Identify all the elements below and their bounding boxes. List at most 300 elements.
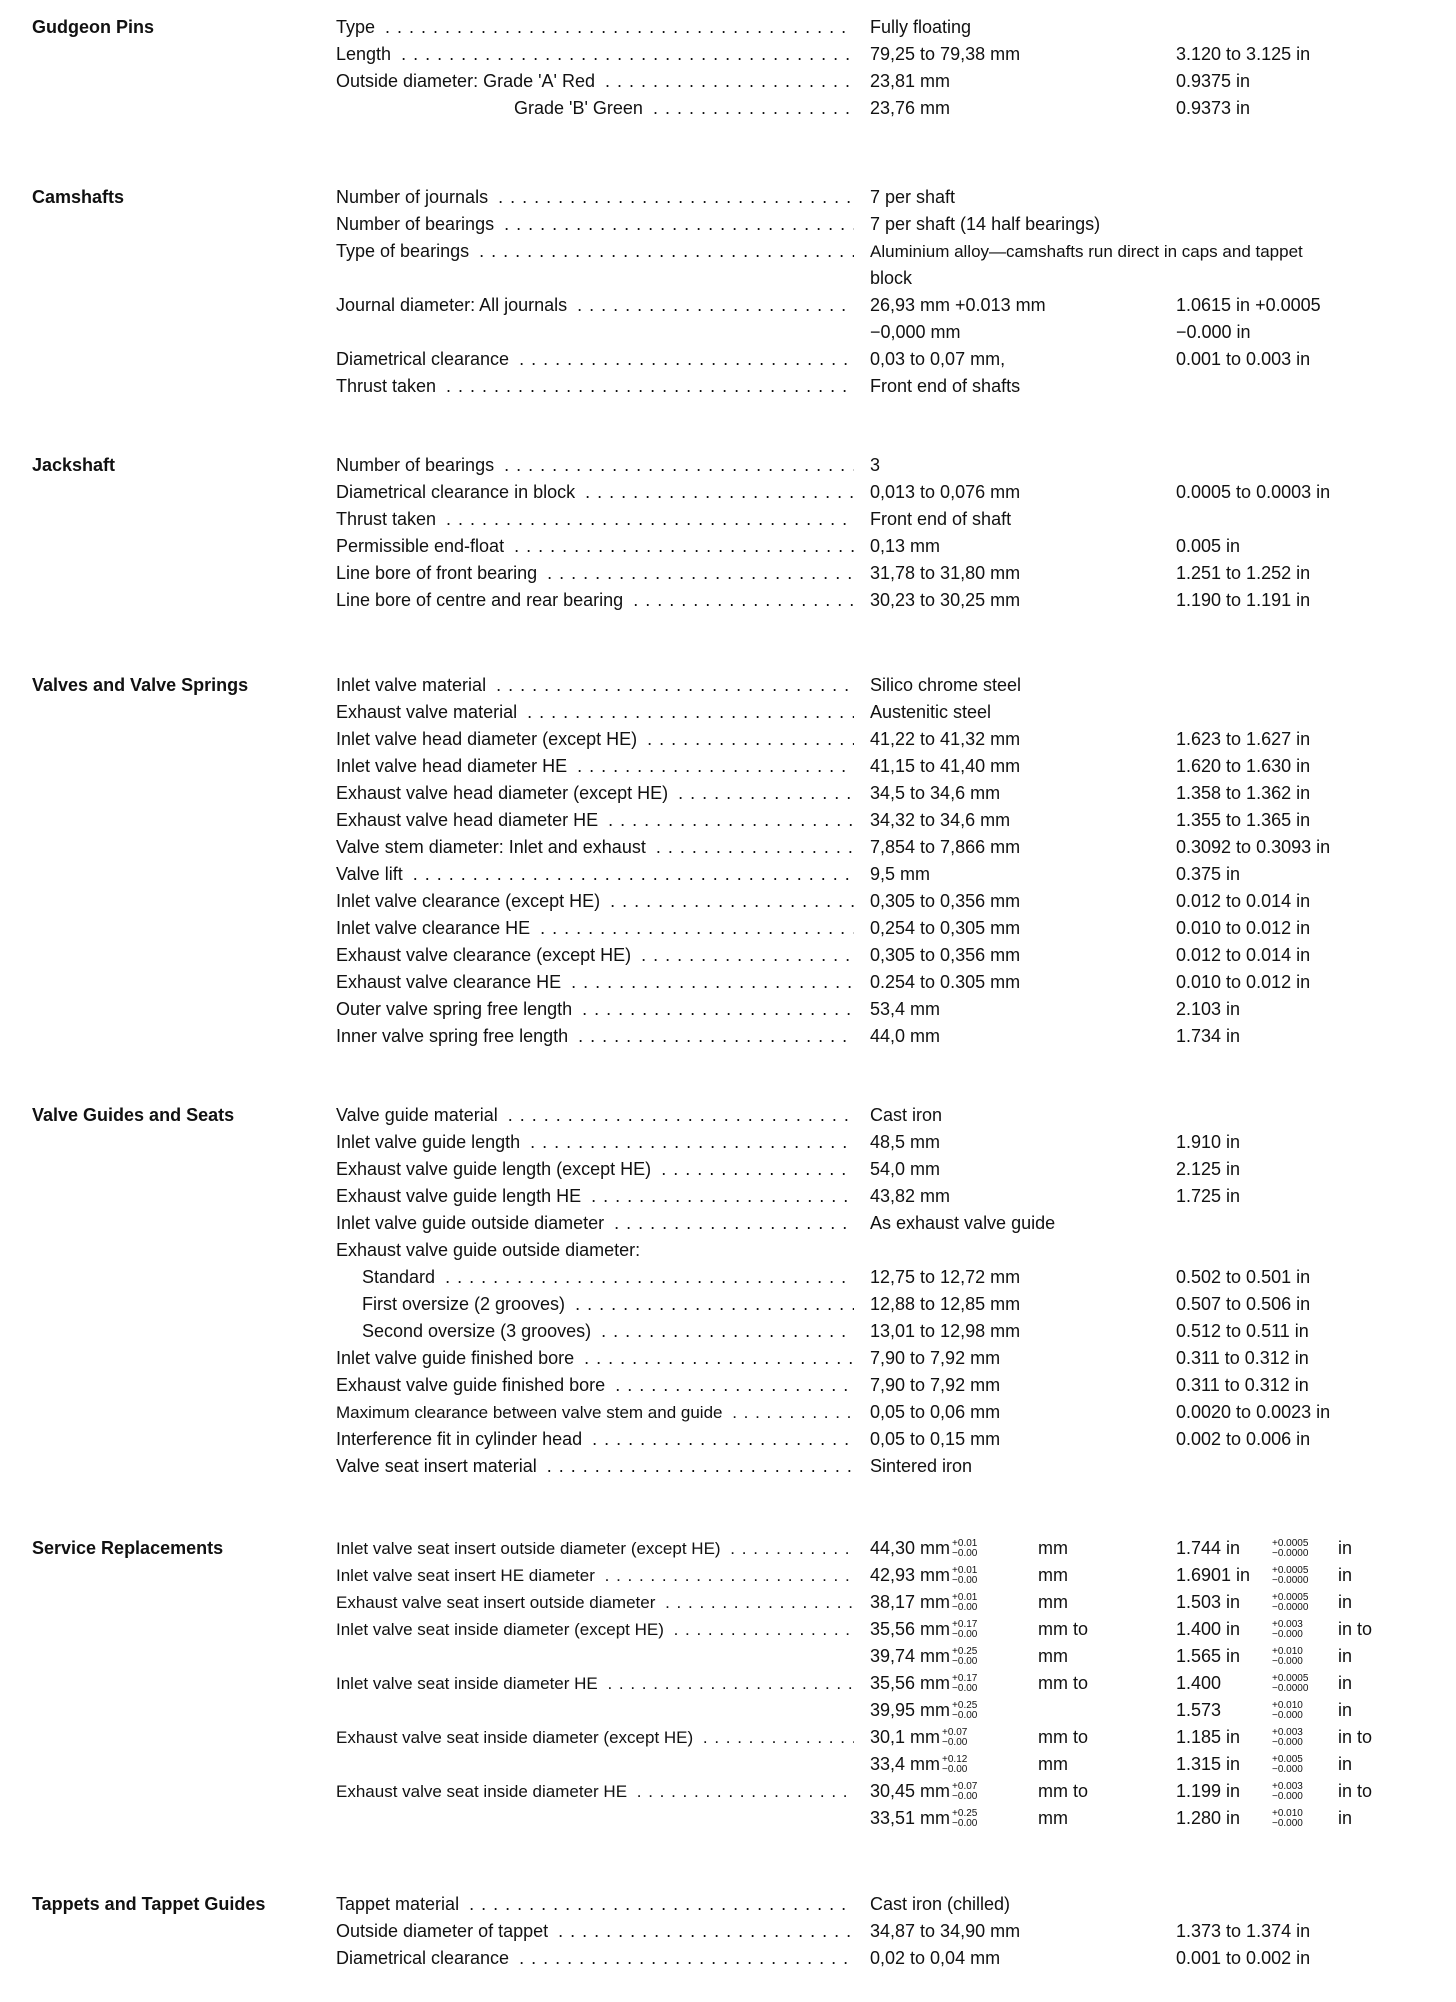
spec-label: Valve guide material — [336, 1105, 502, 1125]
metric-value: 43,82 mm — [870, 1186, 951, 1206]
metric-value: 0,254 to 0,305 mm — [870, 918, 1021, 938]
metric-value: 38,17 mm — [870, 1592, 951, 1612]
spec-label: Exhaust valve guide length HE — [336, 1186, 585, 1206]
spec-row — [0, 1023, 1456, 1050]
metric-value: Front end of shaft — [870, 509, 1012, 529]
tolerance-minus: −0.000 — [1272, 1818, 1303, 1830]
spec-row — [0, 560, 1456, 587]
imperial-value: 2.125 in — [1176, 1159, 1241, 1179]
spec-row — [0, 1399, 1456, 1426]
metric-value: 39,95 mm — [870, 1700, 951, 1720]
metric-value: Austenitic steel — [870, 702, 992, 722]
spec-label: Inner valve spring free length — [336, 1026, 572, 1046]
spec-label: Journal diameter: All journals — [336, 295, 571, 315]
metric-value: 41,15 to 41,40 mm — [870, 756, 1021, 776]
tolerance-plus: +0.010 — [1272, 1700, 1303, 1712]
spec-label: Tappet material — [336, 1894, 463, 1914]
spec-label: Outside diameter: Grade 'A' Red — [336, 71, 599, 91]
spec-row — [0, 1156, 1456, 1183]
imperial-value: 1.400 — [1176, 1673, 1222, 1693]
spec-row — [0, 1291, 1456, 1318]
tolerance-minus: −0.0000 — [1272, 1683, 1309, 1695]
tolerance-plus: +0.010 — [1272, 1646, 1303, 1658]
metric-value: 34,5 to 34,6 mm — [870, 783, 1001, 803]
spec-row — [0, 265, 1456, 292]
imperial-unit: in — [1338, 1592, 1353, 1612]
metric-value: 44,0 mm — [870, 1026, 941, 1046]
spec-row — [0, 587, 1456, 614]
metric-value: 7,854 to 7,866 mm — [870, 837, 1021, 857]
spec-row — [0, 1697, 1456, 1724]
metric-value: 23,81 mm — [870, 71, 951, 91]
metric-value: 0,305 to 0,356 mm — [870, 891, 1021, 911]
imperial-value: 0.311 to 0.312 in — [1176, 1375, 1309, 1395]
spec-row — [0, 1453, 1456, 1480]
spec-label: Number of bearings — [336, 214, 498, 234]
spec-label: Inlet valve guide outside diameter — [336, 1213, 608, 1233]
spec-row — [0, 1102, 1456, 1129]
spec-row — [0, 1372, 1456, 1399]
imperial-value: 1.280 in — [1176, 1808, 1241, 1828]
spec-row — [0, 533, 1456, 560]
metric-unit: mm — [1038, 1808, 1068, 1828]
tolerance-minus: −0.00 — [952, 1656, 978, 1668]
imperial-tolerance — [1272, 1809, 1303, 1829]
spec-label: Exhaust valve material — [336, 702, 521, 722]
metric-value: 0,05 to 0,15 mm — [870, 1429, 1001, 1449]
metric-value: 30,1 mm — [870, 1727, 941, 1747]
metric-value: 53,4 mm — [870, 999, 941, 1019]
imperial-value: 1.400 in — [1176, 1619, 1241, 1639]
imperial-value: −0.000 in — [1176, 322, 1251, 342]
metric-value: 35,56 mm — [870, 1673, 951, 1693]
metric-value: 48,5 mm — [870, 1132, 941, 1152]
metric-value: 33,4 mm — [870, 1754, 941, 1774]
spec-label: Exhaust valve clearance (except HE) — [336, 945, 635, 965]
metric-unit: mm — [1038, 1754, 1068, 1774]
imperial-unit: in to — [1338, 1781, 1373, 1801]
imperial-tolerance — [1272, 1566, 1308, 1586]
spec-row — [0, 1129, 1456, 1156]
spec-row — [0, 1183, 1456, 1210]
metric-unit: mm to — [1038, 1673, 1089, 1693]
spec-label: Standard — [362, 1267, 439, 1287]
spec-row — [0, 1670, 1456, 1697]
tolerance-plus: +0.07 — [942, 1727, 968, 1739]
spec-row — [0, 95, 1456, 122]
tolerance-plus: +0.01 — [952, 1565, 978, 1577]
imperial-value: 0.010 to 0.012 in — [1176, 972, 1311, 992]
imperial-value: 0.9373 in — [1176, 98, 1251, 118]
metric-value: Front end of shafts — [870, 376, 1021, 396]
spec-label: Type of bearings — [336, 241, 473, 261]
imperial-tolerance — [1272, 1701, 1303, 1721]
metric-value: 0.254 to 0.305 mm — [870, 972, 1021, 992]
metric-value: 35,56 mm — [870, 1619, 951, 1639]
spec-row — [0, 996, 1456, 1023]
spec-label: Maximum clearance between valve stem and guide — [336, 1403, 726, 1422]
tolerance-plus: +0.17 — [952, 1673, 978, 1685]
spec-label: Type — [336, 17, 379, 37]
metric-value: 30,45 mm — [870, 1781, 951, 1801]
spec-label: Inlet valve clearance (except HE) — [336, 891, 604, 911]
spec-row — [0, 238, 1456, 265]
metric-unit: mm — [1038, 1538, 1068, 1558]
spec-label: Grade 'B' Green — [514, 98, 647, 118]
tolerance-minus: −0.000 — [1272, 1629, 1303, 1641]
spec-label: Permissible end-float — [336, 536, 508, 556]
imperial-tolerance — [1272, 1647, 1303, 1667]
tolerance-minus: −0.00 — [952, 1629, 978, 1641]
spec-row — [0, 1945, 1456, 1972]
spec-label: Exhaust valve guide outside diameter: — [336, 1240, 641, 1260]
imperial-value: 1.0615 in +0.0005 — [1176, 295, 1321, 315]
spec-row — [0, 1805, 1456, 1832]
imperial-unit: in to — [1338, 1727, 1373, 1747]
metric-tolerance — [952, 1809, 977, 1829]
tolerance-minus: −0.00 — [952, 1791, 978, 1803]
imperial-unit: in — [1338, 1646, 1353, 1666]
metric-value: −0,000 mm — [870, 322, 961, 342]
spec-row — [0, 726, 1456, 753]
metric-unit: mm — [1038, 1565, 1068, 1585]
imperial-value: 0.507 to 0.506 in — [1176, 1294, 1311, 1314]
tolerance-plus: +0.003 — [1272, 1619, 1303, 1631]
imperial-unit: in — [1338, 1808, 1353, 1828]
imperial-unit: in — [1338, 1673, 1353, 1693]
tolerance-plus: +0.25 — [952, 1700, 978, 1712]
imperial-tolerance — [1272, 1539, 1308, 1559]
spec-row — [0, 1616, 1456, 1643]
tolerance-minus: −0.00 — [952, 1818, 978, 1830]
spec-row — [0, 346, 1456, 373]
metric-value: 9,5 mm — [870, 864, 931, 884]
tolerance-minus: −0.00 — [942, 1737, 968, 1749]
tolerance-plus: +0.17 — [952, 1619, 978, 1631]
spec-row — [0, 211, 1456, 238]
metric-value: 26,93 mm +0.013 mm — [870, 295, 1046, 315]
spec-label: Outside diameter of tappet — [336, 1921, 552, 1941]
imperial-value: 1.573 — [1176, 1700, 1222, 1720]
metric-value: Fully floating — [870, 17, 972, 37]
metric-value: 7 per shaft — [870, 187, 956, 207]
spec-row — [0, 41, 1456, 68]
imperial-value: 0.9375 in — [1176, 71, 1251, 91]
imperial-value: 1.6901 in — [1176, 1565, 1251, 1585]
tolerance-plus: +0.003 — [1272, 1727, 1303, 1739]
section-title: Valve Guides and Seats — [32, 1105, 235, 1125]
imperial-tolerance — [1272, 1620, 1303, 1640]
imperial-value: 0.010 to 0.012 in — [1176, 918, 1311, 938]
spec-row — [0, 915, 1456, 942]
metric-value: 7,90 to 7,92 mm — [870, 1375, 1001, 1395]
metric-tolerance — [952, 1701, 977, 1721]
section-title: Service Replacements — [32, 1538, 224, 1558]
metric-value: Cast iron (chilled) — [870, 1894, 1011, 1914]
spec-label: Inlet valve material — [336, 675, 490, 695]
imperial-value: 0.012 to 0.014 in — [1176, 891, 1311, 911]
spec-label: Thrust taken — [336, 376, 440, 396]
imperial-value: 0.502 to 0.501 in — [1176, 1267, 1311, 1287]
imperial-tolerance — [1272, 1674, 1308, 1694]
imperial-value: 1.373 to 1.374 in — [1176, 1921, 1311, 1941]
metric-value: 13,01 to 12,98 mm — [870, 1321, 1021, 1341]
spec-row — [0, 780, 1456, 807]
metric-unit: mm — [1038, 1592, 1068, 1612]
spec-row — [0, 834, 1456, 861]
imperial-value: 0.0020 to 0.0023 in — [1176, 1402, 1331, 1422]
spec-label: Inlet valve seat inside diameter (except HE) — [336, 1620, 668, 1639]
tolerance-minus: −0.00 — [952, 1710, 978, 1722]
imperial-value: 1.725 in — [1176, 1186, 1241, 1206]
metric-value: 0,13 mm — [870, 536, 941, 556]
tolerance-minus: −0.00 — [942, 1764, 968, 1776]
metric-value: 41,22 to 41,32 mm — [870, 729, 1021, 749]
spec-row — [0, 1210, 1456, 1237]
imperial-value: 0.375 in — [1176, 864, 1241, 884]
metric-value: 34,32 to 34,6 mm — [870, 810, 1011, 830]
spec-row — [0, 807, 1456, 834]
spec-row — [0, 1918, 1456, 1945]
spec-label: Number of journals — [336, 187, 492, 207]
imperial-unit: in — [1338, 1538, 1353, 1558]
imperial-value: 0.002 to 0.006 in — [1176, 1429, 1311, 1449]
metric-value: 0,05 to 0,06 mm — [870, 1402, 1001, 1422]
tolerance-minus: −0.00 — [952, 1683, 978, 1695]
spec-row — [0, 1751, 1456, 1778]
imperial-unit: in — [1338, 1565, 1353, 1585]
tolerance-plus: +0.25 — [952, 1646, 978, 1658]
metric-tolerance — [942, 1728, 967, 1748]
metric-tolerance — [952, 1620, 977, 1640]
spec-label: Inlet valve seat insert outside diameter (except HE) — [336, 1539, 725, 1558]
tolerance-minus: −0.0000 — [1272, 1575, 1309, 1587]
tolerance-plus: +0.0005 — [1272, 1565, 1309, 1577]
spec-row — [0, 1724, 1456, 1751]
section-title: Camshafts — [32, 187, 125, 207]
metric-value: 0,02 to 0,04 mm — [870, 1948, 1001, 1968]
tolerance-plus: +0.005 — [1272, 1754, 1303, 1766]
spec-label: Exhaust valve head diameter (except HE) — [336, 783, 672, 803]
metric-value: 12,75 to 12,72 mm — [870, 1267, 1021, 1287]
spec-label: Exhaust valve guide length (except HE) — [336, 1159, 655, 1179]
metric-unit: mm — [1038, 1646, 1068, 1666]
tolerance-plus: +0.010 — [1272, 1808, 1303, 1820]
metric-tolerance — [952, 1593, 977, 1613]
spec-row — [0, 1345, 1456, 1372]
section-title: Valves and Valve Springs — [32, 675, 249, 695]
imperial-value: 2.103 in — [1176, 999, 1241, 1019]
metric-value: As exhaust valve guide — [870, 1213, 1056, 1233]
metric-value: 0,013 to 0,076 mm — [870, 482, 1021, 502]
imperial-value: 1.503 in — [1176, 1592, 1241, 1612]
spec-row — [0, 1643, 1456, 1670]
imperial-value: 1.744 in — [1176, 1538, 1241, 1558]
spec-label: Diametrical clearance in block — [336, 482, 579, 502]
metric-value: 79,25 to 79,38 mm — [870, 44, 1021, 64]
spec-label: Number of bearings — [336, 455, 498, 475]
spec-row — [0, 506, 1456, 533]
tolerance-minus: −0.000 — [1272, 1656, 1303, 1668]
spec-label: Inlet valve seat insert HE diameter — [336, 1566, 599, 1585]
metric-value: block — [870, 268, 913, 288]
imperial-value: 1.910 in — [1176, 1132, 1241, 1152]
metric-unit: mm to — [1038, 1727, 1089, 1747]
spec-label: Inlet valve guide length — [336, 1132, 524, 1152]
imperial-value: 1.315 in — [1176, 1754, 1241, 1774]
spec-label: Outer valve spring free length — [336, 999, 576, 1019]
metric-value: 0,305 to 0,356 mm — [870, 945, 1021, 965]
metric-tolerance — [942, 1755, 967, 1775]
imperial-unit: in — [1338, 1700, 1353, 1720]
spec-row — [0, 292, 1456, 319]
imperial-value: 0.3092 to 0.3093 in — [1176, 837, 1331, 857]
tolerance-minus: −0.0000 — [1272, 1602, 1309, 1614]
spec-row — [0, 1535, 1456, 1562]
metric-unit: mm to — [1038, 1781, 1089, 1801]
spec-row — [0, 1237, 1456, 1264]
tolerance-minus: −0.000 — [1272, 1737, 1303, 1749]
tolerance-plus: +0.01 — [952, 1592, 978, 1604]
metric-value: 31,78 to 31,80 mm — [870, 563, 1021, 583]
metric-value: 3 — [870, 455, 881, 475]
spec-label: Length — [336, 44, 395, 64]
imperial-value: 1.185 in — [1176, 1727, 1241, 1747]
tolerance-minus: −0.0000 — [1272, 1548, 1309, 1560]
metric-value: Silico chrome steel — [870, 675, 1022, 695]
imperial-value: 0.001 to 0.002 in — [1176, 1948, 1311, 1968]
spec-row — [0, 452, 1456, 479]
metric-value: 23,76 mm — [870, 98, 951, 118]
spec-row — [0, 1589, 1456, 1616]
spec-row — [0, 1778, 1456, 1805]
tolerance-plus: +0.01 — [952, 1538, 978, 1550]
imperial-value: 1.620 to 1.630 in — [1176, 756, 1311, 776]
spec-label: Inlet valve clearance HE — [336, 918, 534, 938]
metric-value: 30,23 to 30,25 mm — [870, 590, 1021, 610]
metric-unit: mm to — [1038, 1619, 1089, 1639]
spec-label: Exhaust valve seat inside diameter (except HE) — [336, 1728, 697, 1747]
imperial-tolerance — [1272, 1755, 1303, 1775]
spec-row — [0, 1426, 1456, 1453]
tolerance-minus: −0.000 — [1272, 1710, 1303, 1722]
imperial-unit: in — [1338, 1754, 1353, 1774]
metric-value: 7,90 to 7,92 mm — [870, 1348, 1001, 1368]
spec-label: Valve stem diameter: Inlet and exhaust — [336, 837, 650, 857]
metric-value: 44,30 mm — [870, 1538, 951, 1558]
metric-tolerance — [952, 1674, 977, 1694]
tolerance-plus: +0.07 — [952, 1781, 978, 1793]
imperial-value: 1.190 to 1.191 in — [1176, 590, 1311, 610]
tolerance-minus: −0.000 — [1272, 1791, 1303, 1803]
imperial-value: 1.623 to 1.627 in — [1176, 729, 1311, 749]
metric-value: 39,74 mm — [870, 1646, 951, 1666]
spec-label: Valve seat insert material — [336, 1456, 541, 1476]
metric-tolerance — [952, 1782, 977, 1802]
spec-label: Diametrical clearance — [336, 1948, 513, 1968]
spec-row — [0, 479, 1456, 506]
tolerance-minus: −0.00 — [952, 1548, 978, 1560]
imperial-tolerance — [1272, 1782, 1303, 1802]
spec-row — [0, 184, 1456, 211]
spec-row — [0, 1318, 1456, 1345]
metric-value: 33,51 mm — [870, 1808, 951, 1828]
imperial-tolerance — [1272, 1728, 1303, 1748]
spec-row — [0, 753, 1456, 780]
tolerance-minus: −0.00 — [952, 1602, 978, 1614]
imperial-value: 1.358 to 1.362 in — [1176, 783, 1311, 803]
spec-label: First oversize (2 grooves) — [362, 1294, 569, 1314]
section-title: Tappets and Tappet Guides — [32, 1894, 266, 1914]
imperial-value: 0.012 to 0.014 in — [1176, 945, 1311, 965]
spec-row — [0, 373, 1456, 400]
spec-label: Inlet valve head diameter HE — [336, 756, 571, 776]
metric-value: Sintered iron — [870, 1456, 973, 1476]
tolerance-plus: +0.0005 — [1272, 1538, 1309, 1550]
metric-value: 42,93 mm — [870, 1565, 951, 1585]
imperial-value: 0.0005 to 0.0003 in — [1176, 482, 1331, 502]
spec-label: Exhaust valve seat inside diameter HE — [336, 1782, 631, 1801]
metric-value: 0,03 to 0,07 mm, — [870, 349, 1006, 369]
spec-row — [0, 14, 1456, 41]
spec-row — [0, 68, 1456, 95]
spec-label: Diametrical clearance — [336, 349, 513, 369]
metric-value: 34,87 to 34,90 mm — [870, 1921, 1021, 1941]
imperial-value: 3.120 to 3.125 in — [1176, 44, 1311, 64]
section-title: Gudgeon Pins — [32, 17, 155, 37]
spec-label: Exhaust valve guide finished bore — [336, 1375, 609, 1395]
tolerance-plus: +0.0005 — [1272, 1592, 1309, 1604]
spec-label: Second oversize (3 grooves) — [362, 1321, 595, 1341]
imperial-value: 1.565 in — [1176, 1646, 1241, 1666]
spec-label: Valve lift — [336, 864, 407, 884]
spec-row — [0, 861, 1456, 888]
imperial-value: 1.251 to 1.252 in — [1176, 563, 1311, 583]
tolerance-plus: +0.25 — [952, 1808, 978, 1820]
metric-value: Aluminium alloy—camshafts run direct in caps and tappet — [870, 242, 1303, 261]
imperial-unit: in to — [1338, 1619, 1373, 1639]
spec-row — [0, 319, 1456, 346]
imperial-value: 1.199 in — [1176, 1781, 1241, 1801]
metric-value: 54,0 mm — [870, 1159, 941, 1179]
metric-tolerance — [952, 1566, 977, 1586]
spec-label: Line bore of front bearing — [336, 563, 541, 583]
imperial-tolerance — [1272, 1593, 1308, 1613]
spec-row — [0, 942, 1456, 969]
spec-label: Exhaust valve seat insert outside diameter — [336, 1593, 659, 1612]
tolerance-plus: +0.003 — [1272, 1781, 1303, 1793]
imperial-value: 1.734 in — [1176, 1026, 1241, 1046]
spec-row — [0, 1264, 1456, 1291]
spec-label: Exhaust valve head diameter HE — [336, 810, 602, 830]
imperial-value: 0.311 to 0.312 in — [1176, 1348, 1309, 1368]
spec-row — [0, 1891, 1456, 1918]
tolerance-minus: −0.000 — [1272, 1764, 1303, 1776]
spec-label: Line bore of centre and rear bearing — [336, 590, 627, 610]
metric-value: 12,88 to 12,85 mm — [870, 1294, 1021, 1314]
spec-label: Inlet valve guide finished bore — [336, 1348, 578, 1368]
tolerance-plus: +0.0005 — [1272, 1673, 1309, 1685]
spec-row — [0, 1562, 1456, 1589]
metric-tolerance — [952, 1539, 977, 1559]
spec-row — [0, 969, 1456, 996]
imperial-value: 1.355 to 1.365 in — [1176, 810, 1311, 830]
spec-label: Interference fit in cylinder head — [336, 1429, 586, 1449]
spec-label: Inlet valve head diameter (except HE) — [336, 729, 641, 749]
imperial-value: 0.001 to 0.003 in — [1176, 349, 1311, 369]
spec-label: Thrust taken — [336, 509, 440, 529]
tolerance-minus: −0.00 — [952, 1575, 978, 1587]
